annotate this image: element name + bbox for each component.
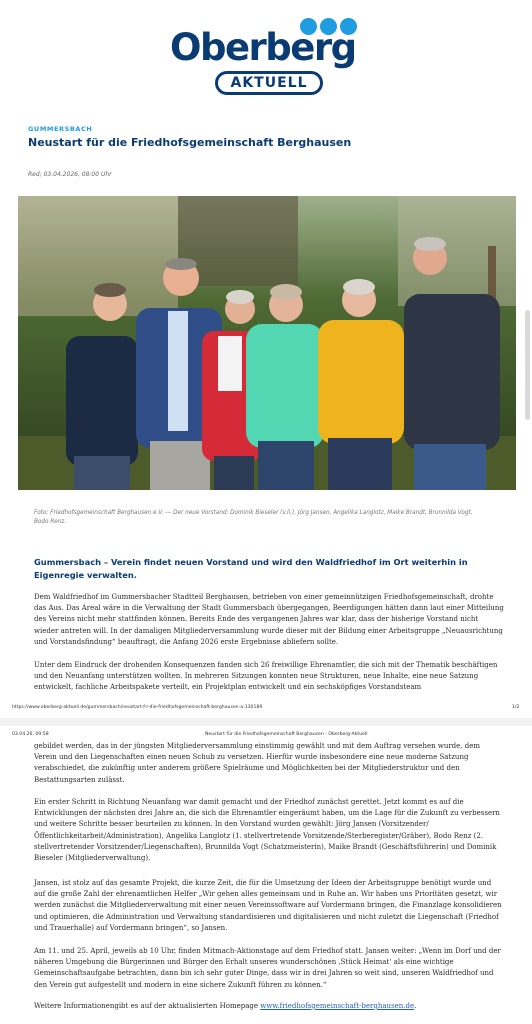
print-footer-url: https://www.oberberg-aktuell.de/gummersbach/neustart-f-r-die-friedhofsgemeinschaft-berghausen-a-130189 [12, 705, 263, 710]
logo-wordmark: Oberberg [170, 26, 356, 69]
article-paragraph-2: Unter dem Eindruck der drohenden Konsequenzen fanden sich 26 freiwillige Ehrenamtler, die sich mit der Thematik beschäftigen und den Neuanfang unterstützen wollten. In mehreren Sitzungen konnten neue Strukturen, neue Inhalte, eine neue Satzung entwickelt, fachliche Arbeitspakete verteilt, ein Projektplan entwickelt und ein sechsköpfiges Vorstandsteam [34, 661, 498, 692]
homepage-link[interactable]: www.friedhofsgemeinschaft-berghausen.de [260, 1002, 415, 1010]
page-break [0, 718, 532, 726]
article-paragraph-5: Am 11. und 25. April, jeweils ab 10 Uhr, finden Mitmach-Aktionstage auf dem Friedhof statt. Jansen weiter: „Wenn im Dorf und der näheren Umgebung die Bürgerinnen und Bürger den Erhalt unseres wunderschönen ‚Stück Heimat‘ als eine wichtige Gemeinschaftsaufgabe betrachten, dann bin ich sehr guter Dinge, dass wir in drei Jahren so weit sind, unseren Waldfriedhof und den Verein gut aufgestellt und modern in eine sichere Zukunft führen zu können.“ [34, 947, 501, 989]
print-header-date: 03.04.26, 09:58 [12, 732, 49, 737]
article-paragraph-6 [34, 1001, 504, 1012]
photo-caption: Foto: Friedhofsgemeinschaft Berghausen e.V. --- Der neue Vorstand: Dominik Bieseler (v.li.), Jörg Jansen, Angelika Langlotz, Maike Brandt, Brunnilda Vogt, Bodo Renz. [34, 510, 473, 525]
homepage-text-end: . [414, 1002, 417, 1010]
article-kicker: GUMMERSBACH [28, 125, 93, 133]
article-paragraph-3: Ein erster Schritt in Richtung Neuanfang war damit gemacht und der Friedhof zunächst gerettet. Jetzt kommt es auf die Entwicklungen der nächsten drei Jahre an, die sich die Ehrenamtler eingeräumt haben, um die Lage für die Zukunft zu verbessern und weitere Schritte besser beurteilen zu können. In den Vorstand wurden gewählt: Jörg Jansen (Vorsitzender/ Öffentlichkeitarbeit/Administration), Angelika Langlotz (1. stellvertretende Vorsitzende/Sterberegister/Gräber), Bodo Renz (2. stellvertretender Vorsitzender/Liegenschaften), Brunnilda Vogt (Schatzmeisterin), Maike Brandt (Geschäftsführerin) und Dominik Bieseler (Mitgliederverwaltung). [34, 798, 500, 863]
article-paragraph-1: Dem Waldfriedhof im Gummersbacher Stadtteil Berghausen, betrieben von einer gemeinnützigen Friedhofsgemeinschaft, drohte das Aus. Das Areal wäre in die Verwaltung der Stadt Gummersbach übergegangen, Beerdigungen hätten dann laut einer Mitteilung des Vereins nicht mehr stattfinden können. Bereits Ende des vergangenen Jahres war klar, dass der bisherige Vorstand nicht wieder antreten will. In der damaligen Mitgliederversammlung wurde dieser mit der Bildung einer Arbeitsgruppe „Neuausrichtung und Vorstandsfindung“ beauftragt, die Anfang 2026 erste Ergebnisse abliefern sollte. [34, 593, 504, 646]
article-photo [18, 196, 516, 490]
group-photo-illustration [18, 196, 516, 490]
logo-badge: AKTUELL [215, 71, 323, 95]
homepage-text: Weitere Informationengibt es auf der aktualisierten Homepage [34, 1002, 261, 1010]
oberberg-aktuell-logo[interactable] [170, 14, 370, 100]
article-meta: Red; 03.04.2026, 08:00 Uhr [28, 171, 112, 178]
scrollbar-thumb[interactable] [525, 310, 530, 420]
article-paragraph-2-continued: gebildet werden, das in der jüngsten Mitgliederversammlung einstimmig gewählt und mit dem Auftrag versehen wurde, dem Verein und den Liegenschaften einen neuen Schub zu versetzen. Hierfür wurde insbesondere eine neue moderne Satzung verabschiedet, die zukünftig unter anderem größere Spielräume und Möglichkeiten bei der Mitgliederstruktur und den Bestattungsarten zulässt. [34, 742, 481, 784]
article-paragraph-4: Jansen, ist stolz auf das gesamte Projekt, die kurze Zeit, die für die Umsetzung der Ideen der Arbeitsgruppe benötigt wurde und auf die große Zahl der ehrenamtlichen Helfer „Wir gehen alles gemeinsam und in Ruhe an. Wir haben uns Prioritäten gesetzt, wir werden zunächst die Mitgliederverwaltung mit einer neuen Vereinssoftware auf Vordermann bringen, die Finanzlage konsolidieren und optimieren, die Administration und Verwaltung standardisieren und digitalisieren und nicht zuletzt die Liegenschaft (Friedhof und Trauerhalle) auf Vordermann bringen“, so Jansen. [34, 879, 502, 932]
print-header-title: Neustart für die Friedhofsgemeinschaft Berghausen - Oberberg-Aktuell [205, 732, 368, 737]
article-headline: Neustart für die Friedhofsgemeinschaft Berghausen [28, 136, 352, 149]
article-lead: Gummersbach – Verein findet neuen Vorstand und wird den Waldfriedhof im Ort weiterhin in Eigenregie verwalten. [34, 557, 468, 580]
print-footer-page: 1/2 [512, 705, 520, 710]
